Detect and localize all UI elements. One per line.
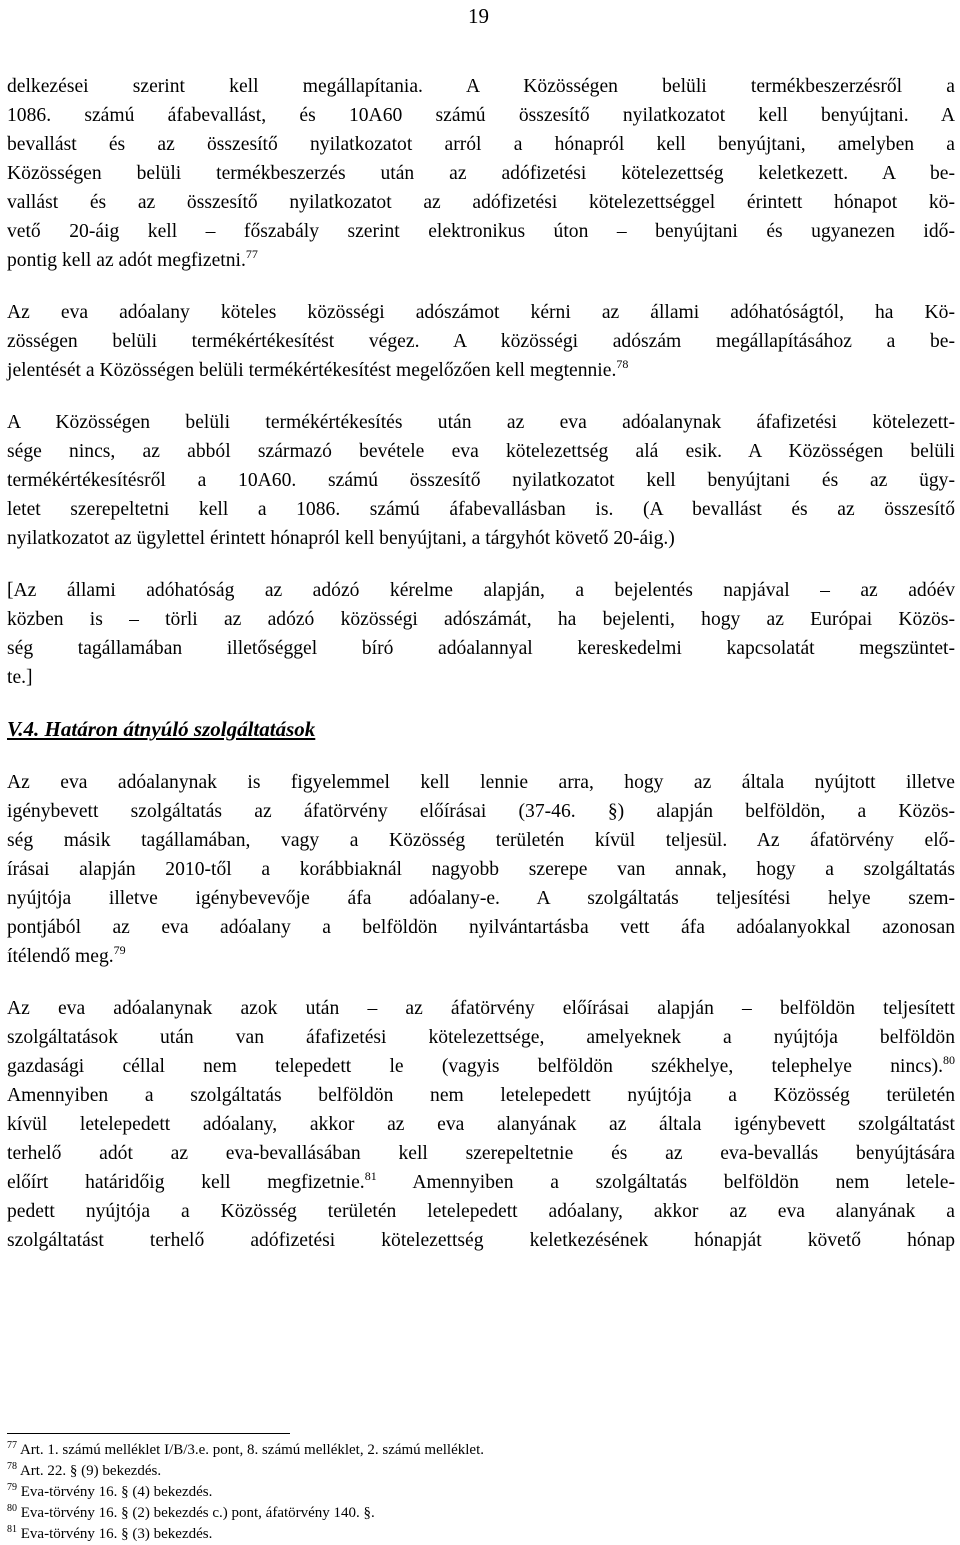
text-line: vallást és az összesítő nyilatkozatot az adófizetési kötelezettséggel érintett hónapot kö- bbox=[7, 192, 955, 213]
text-line-last bbox=[7, 356, 955, 385]
text-line: Amennyiben a szolgáltatás belföldön nem letelepedett nyújtója a Közösség területén bbox=[7, 1085, 955, 1106]
footnotes bbox=[7, 1440, 947, 1545]
footnote-number: 81 bbox=[7, 1524, 17, 1535]
footnote-ref-79[interactable]: 79 bbox=[113, 943, 126, 957]
text-line: zösségen belüli termékértékesítést végez. A közösségi adószám megállapításához a be- bbox=[7, 331, 955, 352]
paragraph-5 bbox=[7, 768, 955, 971]
text-line-last bbox=[7, 246, 955, 275]
text-line: pedett nyújtója a Közösség területén letelepedett adóalany, akkor az eva alanyának a bbox=[7, 1201, 955, 1222]
text-line: gazdasági céllal nem telepedett le (vagyis belföldön székhelye, telephelye nincs). bbox=[7, 1056, 943, 1077]
footnote-text: Art. 22. § (9) bekezdés. bbox=[19, 1463, 162, 1479]
text-line-with-ref bbox=[7, 1168, 955, 1197]
text-line: 1086. számú áfabevallást, és 10A60 számú összesítő nyilatkozatot kell benyújtani. A bbox=[7, 105, 955, 126]
text-line: szolgáltatást terhelő adófizetési kötelezettség keletkezésének hónapját követő hónap bbox=[7, 1230, 955, 1251]
text-line: Amennyiben a szolgáltatás belföldön nem letele- bbox=[376, 1172, 955, 1193]
footnote-81 bbox=[7, 1524, 947, 1545]
footnote-separator bbox=[7, 1433, 290, 1434]
text-line: sége nincs, az abból származó bevétele eva kötelezettség alá esik. A Közösségen belüli bbox=[7, 441, 955, 462]
text-line: ség tagállamában illetőséggel bíró adóalannyal kereskedelmi kapcsolatát megszüntet- bbox=[7, 638, 955, 659]
text-line: A Közösségen belüli termékértékesítés után az eva adóalanynak áfafizetési kötelezett- bbox=[7, 412, 955, 433]
text-line: terhelő adót az eva-bevallásában kell szerepeltetnie és az eva-bevallás benyújtására bbox=[7, 1143, 955, 1164]
text-line: bevallást és az összesítő nyilatkozatot arról a hónapról kell benyújtani, amelyben a bbox=[7, 134, 955, 155]
footnote-text: Eva-törvény 16. § (4) bekezdés. bbox=[20, 1484, 213, 1500]
footnote-ref-81[interactable]: 81 bbox=[364, 1169, 377, 1183]
text-line: [Az állami adóhatóság az adózó kérelme alapján, a bejelentés napjával – az adóév bbox=[7, 580, 955, 601]
text-line: igénybevett szolgáltatás az áfatörvény előírásai (37-46. §) alapján belföldön, a Közös- bbox=[7, 801, 955, 822]
text-line: Az eva adóalanynak is figyelemmel kell lennie arra, hogy az általa nyújtott illetve bbox=[7, 772, 955, 793]
footnote-ref-80[interactable]: 80 bbox=[943, 1053, 955, 1067]
footnote-80 bbox=[7, 1503, 947, 1524]
paragraph-2 bbox=[7, 298, 955, 385]
footnote-number: 80 bbox=[7, 1503, 17, 1514]
text-line: írásai alapján 2010-től a korábbiaknál nagyobb szerepe van annak, hogy a szolgáltatás bbox=[7, 859, 955, 880]
paragraph-1 bbox=[7, 72, 955, 275]
text-line: vető 20-áig kell – főszabály szerint elektronikus úton – benyújtani és ugyanezen idő- bbox=[7, 221, 955, 242]
footnote-ref-77[interactable]: 77 bbox=[245, 247, 258, 261]
text-line: jelentését a Közösségen belüli termékértékesítést megelőzően kell megtennie. bbox=[7, 360, 617, 381]
text-line: letet szerepeltetni kell a 1086. számú áfabevallásban is. (A bevallást és az összesítő bbox=[7, 499, 955, 520]
text-line: közben is – törli az adózó közösségi adószámát, ha bejelenti, hogy az Európai Közös- bbox=[7, 609, 955, 630]
text-line: Közösségen belüli termékbeszerzés után az adófizetési kötelezettség keletkezett. A be- bbox=[7, 163, 955, 184]
footnote-text: Eva-törvény 16. § (3) bekezdés. bbox=[20, 1526, 213, 1542]
page-number: 19 bbox=[468, 4, 489, 28]
text-line: te.] bbox=[7, 667, 33, 688]
text-line: Az eva adóalanynak azok után – az áfatörvény előírásai alapján – belföldön teljesített bbox=[7, 998, 955, 1019]
paragraph-6 bbox=[7, 994, 955, 1255]
footnote-number: 78 bbox=[7, 1461, 17, 1472]
paragraph-4 bbox=[7, 576, 955, 692]
footnote-text: Art. 1. számú melléklet I/B/3.e. pont, 8. számú melléklet, 2. számú melléklet. bbox=[19, 1442, 484, 1458]
section-heading: V.4. Határon átnyúló szolgáltatások bbox=[7, 717, 316, 741]
footnote-79 bbox=[7, 1482, 947, 1503]
text-line: delkezései szerint kell megállapítania. A Közösségen belüli termékbeszerzésről a bbox=[7, 76, 955, 97]
paragraph-3 bbox=[7, 408, 955, 553]
footnote-ref-78[interactable]: 78 bbox=[616, 357, 629, 371]
text-line: termékértékesítésről a 10A60. számú összesítő nyilatkozatot kell benyújtani és az ügy- bbox=[7, 470, 955, 491]
footnote-number: 77 bbox=[7, 1440, 17, 1451]
footnote-number: 79 bbox=[7, 1482, 17, 1493]
text-line: nyilatkozatot az ügylettel érintett hónapról kell benyújtani, a tárgyhót követő 20-áig.) bbox=[7, 528, 675, 549]
footnote-78 bbox=[7, 1461, 947, 1482]
text-line: pontig kell az adót megfizetni. bbox=[7, 250, 246, 271]
text-line: nyújtója illetve igénybevevője áfa adóalany-e. A szolgáltatás teljesítési helye szem- bbox=[7, 888, 955, 909]
text-line-last bbox=[7, 942, 955, 971]
text-line: ítélendő meg. bbox=[7, 946, 114, 967]
text-line-with-ref bbox=[7, 1052, 955, 1081]
text-line: előírt határidőig kell megfizetnie. bbox=[7, 1172, 365, 1193]
page-body bbox=[7, 72, 955, 1255]
text-line: kívül letelepedett adóalany, akkor az eva alanyának az általa igénybevett szolgáltatást bbox=[7, 1114, 955, 1135]
text-line: pontjából az eva adóalany a belföldön nyilvántartásba vett áfa adóalanyokkal azonosan bbox=[7, 917, 955, 938]
text-line: ség másik tagállamában, vagy a Közösség területén kívül teljesül. Az áfatörvény elő- bbox=[7, 830, 955, 851]
text-line: szolgáltatások után van áfafizetési kötelezettsége, amelyeknek a nyújtója belföldön bbox=[7, 1027, 955, 1048]
text-line: Az eva adóalany köteles közösségi adószámot kérni az állami adóhatóságtól, ha Kö- bbox=[7, 302, 955, 323]
footnote-77 bbox=[7, 1440, 947, 1461]
footnote-text: Eva-törvény 16. § (2) bekezdés c.) pont, áfatörvény 140. §. bbox=[20, 1505, 375, 1521]
